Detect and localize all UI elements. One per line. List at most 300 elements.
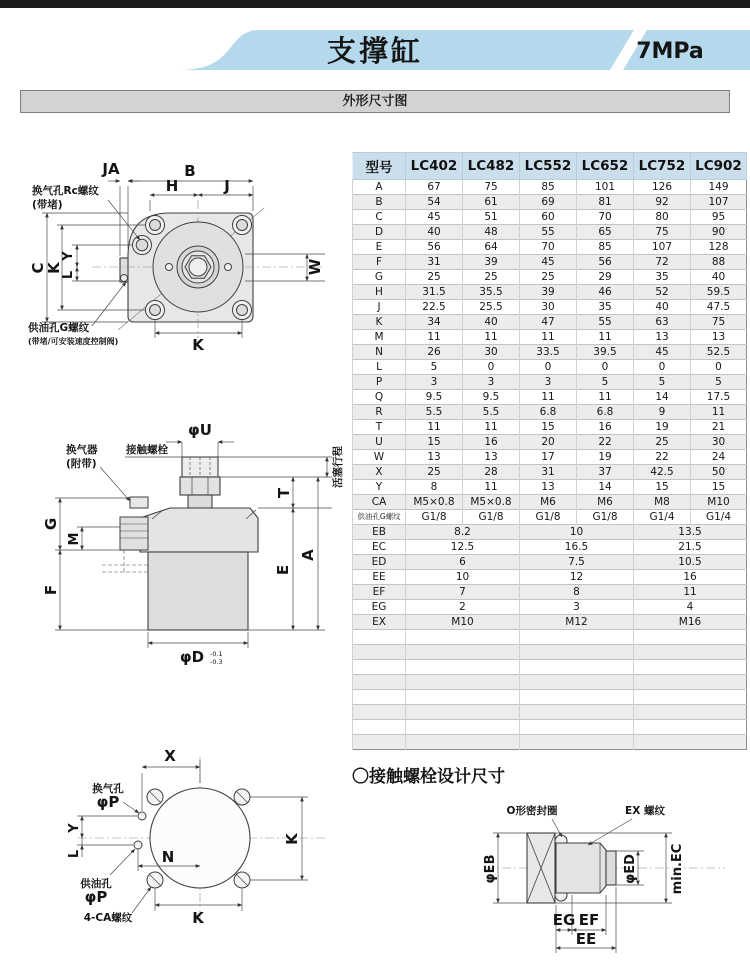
model-column-header: LC752 — [634, 153, 691, 180]
dim-value: 35 — [634, 270, 691, 285]
note-oil-port-sub: (带堵/可安装速度控制阀) — [28, 337, 119, 346]
page-title: 支撑缸 — [326, 34, 423, 68]
note-breather-sub: (附带) — [66, 458, 97, 470]
dim-phi-u-label: φU — [188, 421, 212, 439]
dim-value — [634, 660, 747, 675]
table-row — [353, 660, 747, 675]
dim-value: M6 — [577, 495, 634, 510]
dim-value: 35.5 — [463, 285, 520, 300]
row-label: EB — [353, 525, 406, 540]
dim-value: 6.8 — [577, 405, 634, 420]
dim-value: 85 — [520, 180, 577, 195]
dim-value: 8 — [406, 480, 463, 495]
dim-value — [634, 690, 747, 705]
top-edge-bar — [0, 0, 750, 8]
note-oring: O形密封圈 — [506, 805, 558, 817]
dim-value: 0 — [520, 360, 577, 375]
dim-f-label: F — [42, 584, 60, 596]
dim-value: 61 — [463, 195, 520, 210]
dim-l2-label: L — [67, 849, 82, 859]
dim-value: 67 — [406, 180, 463, 195]
row-label: EE — [353, 570, 406, 585]
note-vent-hole: 换气孔 — [92, 783, 124, 795]
dim-value: M10 — [406, 615, 520, 630]
dim-value: 64 — [463, 240, 520, 255]
dim-value: 128 — [691, 240, 747, 255]
dim-value: 39 — [463, 255, 520, 270]
dim-value: 11 — [520, 390, 577, 405]
dim-value: 126 — [634, 180, 691, 195]
dim-value: 25 — [406, 465, 463, 480]
dim-value: 8 — [520, 585, 634, 600]
bolt-detail-title: 〇接触螺栓设计尺寸 — [352, 767, 505, 787]
row-label: E — [353, 240, 406, 255]
pressure-badge: 7MPa — [636, 39, 704, 64]
model-column-header: LC652 — [577, 153, 634, 180]
dim-value — [406, 675, 520, 690]
dim-value: 13 — [406, 450, 463, 465]
table-row — [353, 195, 747, 210]
dim-value: 11 — [520, 330, 577, 345]
row-label: R — [353, 405, 406, 420]
dim-value: 31 — [406, 255, 463, 270]
drawing-side-view — [20, 415, 350, 670]
table-row — [353, 210, 747, 225]
note-ca-thread: 4-CA螺纹 — [83, 912, 133, 924]
dim-value: 3 — [520, 375, 577, 390]
dim-value: 11 — [463, 420, 520, 435]
row-label: C — [353, 210, 406, 225]
dim-value: 11 — [691, 405, 747, 420]
dim-value: 5 — [406, 360, 463, 375]
table-row — [353, 585, 747, 600]
table-row — [353, 525, 747, 540]
oil-port — [121, 275, 128, 282]
contact-bolt — [180, 457, 220, 508]
dim-value: 50 — [691, 465, 747, 480]
dim-g-label: G — [42, 517, 60, 531]
row-label: U — [353, 435, 406, 450]
dim-value — [520, 735, 634, 750]
dim-value: 3 — [406, 375, 463, 390]
dim-value: 16.5 — [520, 540, 634, 555]
dim-value: 22 — [634, 450, 691, 465]
dim-value: 34 — [406, 315, 463, 330]
dim-value: 40 — [463, 315, 520, 330]
cylinder-outline — [150, 788, 250, 888]
dim-ef-label: EF — [578, 911, 600, 929]
row-label: EG — [353, 600, 406, 615]
dim-value: 14 — [577, 480, 634, 495]
dim-value: G1/8 — [406, 510, 463, 525]
dim-value: 55 — [520, 225, 577, 240]
dim-value: 40 — [406, 225, 463, 240]
dim-value: 63 — [634, 315, 691, 330]
table-row — [353, 645, 747, 660]
dim-value: 13 — [691, 330, 747, 345]
dim-w-label: W — [306, 258, 324, 276]
dim-value: 3 — [520, 600, 634, 615]
row-label — [353, 720, 406, 735]
dim-phi-d-tol-lower: -0.3 — [210, 658, 223, 666]
table-row — [353, 690, 747, 705]
dim-k-bottom2-label: K — [192, 909, 204, 927]
dim-y2-label: Y — [67, 823, 82, 833]
dim-k-bottom-label: K — [192, 336, 204, 354]
dim-value — [634, 675, 747, 690]
note-contact-bolt: 接触螺栓 — [126, 444, 168, 456]
row-label: X — [353, 465, 406, 480]
dim-value: 9.5 — [406, 390, 463, 405]
row-label: G — [353, 270, 406, 285]
center-boss — [153, 222, 243, 312]
table-row — [353, 450, 747, 465]
dim-value: 25 — [520, 270, 577, 285]
dim-value: 11 — [577, 390, 634, 405]
dim-value: 5.5 — [406, 405, 463, 420]
table-row — [353, 375, 747, 390]
note-breather: 换气器 — [66, 444, 98, 456]
dim-value: 90 — [691, 225, 747, 240]
dim-value: 7 — [406, 585, 520, 600]
model-column-header: LC902 — [691, 153, 747, 180]
dim-value: 45 — [520, 255, 577, 270]
dim-value — [520, 690, 634, 705]
dim-value: 81 — [577, 195, 634, 210]
dim-value: 15 — [634, 480, 691, 495]
table-row — [353, 390, 747, 405]
row-label: T — [353, 420, 406, 435]
dim-value: 2 — [406, 600, 520, 615]
row-label: W — [353, 450, 406, 465]
row-label: ED — [353, 555, 406, 570]
row-label: CA — [353, 495, 406, 510]
table-row — [353, 465, 747, 480]
dim-eg-label: EG — [552, 911, 576, 929]
dim-phi-d-tol-upper: -0.1 — [210, 650, 223, 658]
dim-value: 85 — [577, 240, 634, 255]
table-head-row — [353, 153, 747, 180]
table-row — [353, 345, 747, 360]
drawing-bottom-view — [20, 745, 350, 963]
dim-n-label: N — [161, 848, 175, 866]
dim-ee-label: EE — [575, 930, 597, 948]
row-label: D — [353, 225, 406, 240]
section-bar — [20, 90, 730, 113]
table-row — [353, 225, 747, 240]
dim-value: 75 — [634, 225, 691, 240]
row-label: EF — [353, 585, 406, 600]
row-label: M — [353, 330, 406, 345]
dim-value — [406, 630, 520, 645]
dim-value: 33.5 — [520, 345, 577, 360]
vent-port — [133, 236, 152, 255]
table-row — [353, 435, 747, 450]
row-label: F — [353, 255, 406, 270]
dim-value: 101 — [577, 180, 634, 195]
dim-value — [520, 645, 634, 660]
row-label: H — [353, 285, 406, 300]
dim-value — [520, 705, 634, 720]
note-ex-thread: EX 螺纹 — [625, 805, 665, 817]
dim-value — [634, 705, 747, 720]
dim-value — [520, 720, 634, 735]
dim-value: 17.5 — [691, 390, 747, 405]
dim-a-label: A — [299, 549, 317, 561]
dim-value — [520, 675, 634, 690]
dim-value: 45 — [406, 210, 463, 225]
table-row — [353, 285, 747, 300]
dim-value: 11 — [634, 585, 747, 600]
table-row — [353, 570, 747, 585]
dim-value: 31 — [520, 465, 577, 480]
dim-value: 24 — [691, 450, 747, 465]
dim-value: 11 — [577, 330, 634, 345]
table-body — [353, 180, 747, 750]
dim-value: 25.5 — [463, 300, 520, 315]
table-row — [353, 555, 747, 570]
dim-value: 5.5 — [463, 405, 520, 420]
cylinder-body — [140, 508, 258, 630]
table-row — [353, 240, 747, 255]
breather-assembly — [120, 497, 148, 550]
dim-value: 40 — [691, 270, 747, 285]
dim-value: 25 — [406, 270, 463, 285]
dim-value — [406, 720, 520, 735]
dim-value: 19 — [577, 450, 634, 465]
dim-value: M8 — [634, 495, 691, 510]
table-row — [353, 615, 747, 630]
dim-value: 20 — [520, 435, 577, 450]
table-row — [353, 315, 747, 330]
dim-value: 0 — [634, 360, 691, 375]
table-row — [353, 600, 747, 615]
table-row — [353, 405, 747, 420]
dim-value: 80 — [634, 210, 691, 225]
dim-value: 107 — [691, 195, 747, 210]
dim-value: 0 — [691, 360, 747, 375]
dim-value: 47.5 — [691, 300, 747, 315]
dim-value: 13 — [634, 330, 691, 345]
dim-l-label: L — [61, 270, 76, 280]
dim-value: 39 — [520, 285, 577, 300]
dim-value: M6 — [520, 495, 577, 510]
dim-k-left-label: K — [45, 262, 63, 274]
table-row — [353, 270, 747, 285]
row-label — [353, 735, 406, 750]
dim-value: 26 — [406, 345, 463, 360]
table-row — [353, 510, 747, 525]
dim-value: 10 — [406, 570, 520, 585]
dim-value: G1/4 — [691, 510, 747, 525]
dim-value: 47 — [520, 315, 577, 330]
dim-value: 13 — [520, 480, 577, 495]
row-label: A — [353, 180, 406, 195]
dim-value: 5 — [577, 375, 634, 390]
dim-value: 107 — [634, 240, 691, 255]
note-oil-phi: φP — [84, 888, 108, 906]
dim-value — [406, 690, 520, 705]
note-oil-hole: 供油孔 — [80, 878, 112, 890]
dim-value: 29 — [577, 270, 634, 285]
bolt-body — [527, 833, 616, 903]
dim-value: 42.5 — [634, 465, 691, 480]
table-row — [353, 255, 747, 270]
dim-m-label: M — [67, 532, 82, 546]
row-label: N — [353, 345, 406, 360]
dim-value: M12 — [520, 615, 634, 630]
dim-value: 9.5 — [463, 390, 520, 405]
row-label — [353, 690, 406, 705]
dim-value: 46 — [577, 285, 634, 300]
dim-value: 0 — [577, 360, 634, 375]
dim-value — [406, 645, 520, 660]
table-row — [353, 630, 747, 645]
dim-value: 21 — [691, 420, 747, 435]
dim-e-label: E — [274, 564, 292, 576]
dim-value — [634, 645, 747, 660]
dim-value: M5×0.8 — [463, 495, 520, 510]
dim-value — [406, 660, 520, 675]
row-label: P — [353, 375, 406, 390]
dim-value: 19 — [634, 420, 691, 435]
dim-y-label: Y — [61, 251, 76, 261]
table-row — [353, 675, 747, 690]
dim-value: 65 — [577, 225, 634, 240]
dim-value: 52 — [634, 285, 691, 300]
dim-value: 22 — [577, 435, 634, 450]
dim-value — [520, 660, 634, 675]
dim-value: 13 — [463, 450, 520, 465]
dim-value: 4 — [634, 600, 747, 615]
row-label — [353, 645, 406, 660]
dim-value: 55 — [577, 315, 634, 330]
dim-value: 8.2 — [406, 525, 520, 540]
dim-stroke-label: 活塞行程 — [332, 446, 344, 488]
dim-value — [520, 630, 634, 645]
table-row — [353, 360, 747, 375]
dim-value: M16 — [634, 615, 747, 630]
model-column-header: LC402 — [406, 153, 463, 180]
dim-value: 30 — [691, 435, 747, 450]
dimension-table — [352, 152, 747, 750]
dim-j-label: J — [224, 177, 230, 195]
row-label — [353, 705, 406, 720]
dim-value: 40 — [634, 300, 691, 315]
row-label: Y — [353, 480, 406, 495]
dim-value: 16 — [634, 570, 747, 585]
row-label: L — [353, 360, 406, 375]
dim-value: G1/8 — [520, 510, 577, 525]
dim-value: 149 — [691, 180, 747, 195]
table-row — [353, 180, 747, 195]
dim-value: G1/4 — [634, 510, 691, 525]
dim-phi-d-label: φD — [179, 648, 205, 666]
dim-value: G1/8 — [463, 510, 520, 525]
dim-value: 25 — [634, 435, 691, 450]
dim-value: 12.5 — [406, 540, 520, 555]
dim-value — [406, 705, 520, 720]
note-vent-phi: φP — [96, 793, 120, 811]
table-row — [353, 420, 747, 435]
dim-value: 11 — [463, 480, 520, 495]
dim-value: 45 — [634, 345, 691, 360]
row-label: Q — [353, 390, 406, 405]
table-row — [353, 540, 747, 555]
note-vent-port-sub: (带堵) — [32, 199, 63, 211]
dim-value: 13.5 — [634, 525, 747, 540]
dim-value: 11 — [463, 330, 520, 345]
row-label: K — [353, 315, 406, 330]
row-label: B — [353, 195, 406, 210]
row-label: EX — [353, 615, 406, 630]
drawing-bolt-detail — [460, 795, 750, 965]
dim-value: 54 — [406, 195, 463, 210]
section-title: 外形尺寸图 — [342, 94, 408, 109]
dim-value: 17 — [520, 450, 577, 465]
dim-value: 72 — [634, 255, 691, 270]
hidden-passages — [102, 550, 148, 572]
dim-value: 6.8 — [520, 405, 577, 420]
dim-value: 12 — [520, 570, 634, 585]
model-header: 型号 — [353, 153, 406, 180]
row-label — [353, 675, 406, 690]
dim-value: 75 — [691, 315, 747, 330]
dim-value: 16 — [577, 420, 634, 435]
dim-value: 9 — [634, 405, 691, 420]
dim-value: 59.5 — [691, 285, 747, 300]
dim-t-label: T — [275, 487, 293, 499]
table-row — [353, 330, 747, 345]
dim-value: 5 — [691, 375, 747, 390]
dim-value: 95 — [691, 210, 747, 225]
dim-value — [634, 630, 747, 645]
dim-value: 37 — [577, 465, 634, 480]
dim-value: 14 — [634, 390, 691, 405]
dim-value: 5 — [634, 375, 691, 390]
dim-value: 15 — [406, 435, 463, 450]
model-column-header: LC482 — [463, 153, 520, 180]
dim-value: 60 — [520, 210, 577, 225]
table-row — [353, 735, 747, 750]
dim-h-label: H — [165, 177, 179, 195]
dim-b-label: B — [184, 162, 196, 180]
dim-value — [634, 720, 747, 735]
dim-value — [406, 735, 520, 750]
dim-value: 39.5 — [577, 345, 634, 360]
table-row — [353, 300, 747, 315]
model-column-header: LC552 — [520, 153, 577, 180]
dim-value: 88 — [691, 255, 747, 270]
dim-value: 21.5 — [634, 540, 747, 555]
dim-value: 69 — [520, 195, 577, 210]
dim-value: M5×0.8 — [406, 495, 463, 510]
dim-value: 31.5 — [406, 285, 463, 300]
table-row — [353, 720, 747, 735]
dim-value: G1/8 — [577, 510, 634, 525]
dim-value: 35 — [577, 300, 634, 315]
dim-value: 11 — [406, 330, 463, 345]
dim-value: M10 — [691, 495, 747, 510]
dim-value: 56 — [406, 240, 463, 255]
row-label — [353, 630, 406, 645]
dim-value: 10 — [520, 525, 634, 540]
dim-value: 51 — [463, 210, 520, 225]
note-vent-port: 换气孔Rc螺纹 — [32, 185, 99, 197]
row-label — [353, 660, 406, 675]
dim-value: 22.5 — [406, 300, 463, 315]
dim-k-right-label: K — [283, 833, 301, 845]
